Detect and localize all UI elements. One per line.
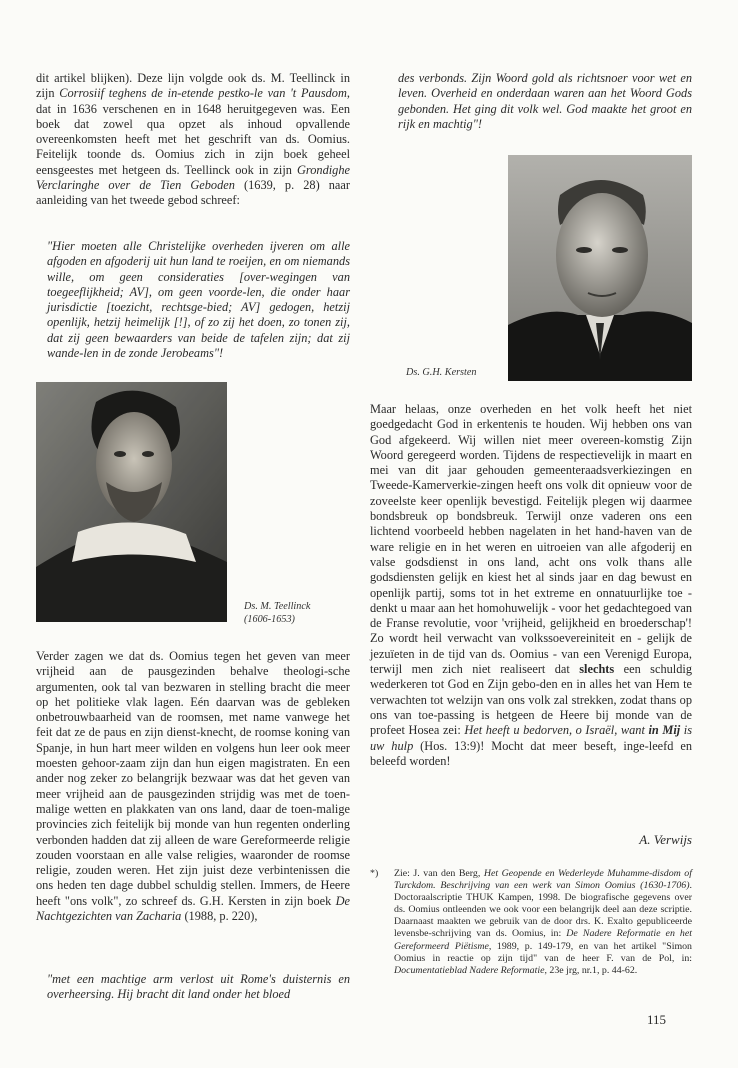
footnote-text: Zie: J. van den Berg, Het Geopende en Wederleyde Muhamme-disdom of Turckdom. Beschrijving van een werk van Simon Oomius (1630-1706). Doctoraalscriptie THUK Kampen, 1998. De biografische gegevens over ds. Oomius ontleenden we ook voor een belangrijk deel aan deze scriptie. Daarnaast maakten we gebruik van de door drs. K. Exalto gepubliceerde levensbe-schrijving van ds. Oomius, in: De Nadere Reformatie en het Gereformeerd Piëtisme, 1989, p. 149-179, en van het artikel "Simon Oomius in reactie op zijn tijd" van de heer F. van de Pol, in: Documentatieblad Nadere Reformatie, 23e jrg, nr.1, p. 44-62.	[394, 868, 692, 976]
caption-kersten: Ds. G.H. Kersten	[406, 367, 477, 378]
author-signature: A. Verwijs	[639, 832, 692, 847]
portrait-teellinck	[36, 382, 227, 622]
quote-teellinck: "Hier moeten alle Christelijke overheden ijveren om alle afgoden en afgoderij uit hun land te roeijen, en om niemands wille, om geen consideraties [over-wegingen van toegeeflijkheid; AV], om geen voorde-len, die onder haar jurisdictie [toezicht, rechtsge-bied; AV] gedogen, hetzij openlijk, hetzij heimelijk [!], of zo zij het doen, zo tonen zij, dat zij geen bewaarders van beide de tafelen zijn; dat zij wande-len in de zonde Jerobeams"!	[47, 239, 350, 361]
paragraph-verwijs: Maar helaas, onze overheden en het volk heeft het niet goedgedacht God in erkentenis te houden. Wij hebben ons van God afgekeerd. Wij willen niet meer overeen-komstig Zijn Woord geregeerd worden. Tijdens de respectievelijk in maart en mei van dit jaar gehouden gemeenteraadsverkiezingen en Tweede-Kamerverkie-zingen heeft ons volk dit opnieuw voor de zoveelste keer openlijk bevestigd. Feitelijk plegen wij daarmee bondsbreuk op bondsbreuk. Terwijl onze vaderen ons een lichtend voorbeeld hebben nagelaten in het hand-haven van de ware religie en in het weren en uitroeien van alle afgoderij en valse godsdienst in ons land, acht ons volk thans alle godsdiensten gelijk en kiest het al sinds jaar en dag bewust en openlijk partij, soms tot in het extreme en onnatuurlijke toe - denkt u maar aan het homohuwelijk - voor het gedachtegoed van de Franse revolutie, voor 'vrijheid, gelijkheid en broederschap'! Zo wordt heil verwacht van volkssoevereiniteit en - gelijk de jezuïeten in de tijd van ds. Oomius - van een Verenigd Europa, terwijl men zich niet realiseert dat slechts een schuldig wederkeren tot God en Zijn gebo-den en in alles het van Hem te verwachten tot welzijn van ons volk zal strekken, zodat thans op ons van toe-passing is hetgeen de Heere bij monde van de profeet Hosea zei: Het heeft u bedorven, o Israël, want in Mij is uw hulp (Hos. 13:9)! Mocht dat meer beseft, inge-leefd en beleefd worden!	[370, 402, 692, 768]
caption-teellinck-years: (1606-1653)	[244, 614, 295, 625]
portrait-kersten	[508, 155, 692, 381]
caption-teellinck-name: Ds. M. Teellinck	[244, 601, 311, 612]
quote-kersten-continued: des verbonds. Zijn Woord gold als richtsnoer voor wet en leven. Overheid en onderdaan waren aan het Woord Gods gebonden. Het ging dit volk wel. God maakte het groot en rijk en machtig"!	[398, 71, 692, 131]
paragraph-oomius: Verder zagen we dat ds. Oomius tegen het geven van meer vrijheid aan de pausgezinden behalve theologi-sche argumenten, ook tal van bezwaren in stelling bracht die meer op het politieke vlak lagen. Eén daarvan was de gebleken onbetrouwbaarheid van de roomsen, met name vanwege het feit dat ze de paus en zijn dienst-knecht, de roomse koning van Spanje, in hun hart meer wilden en volgens hun leer ook meer moesten gehoor-zaam zijn dan hun eigen magistraten. En een ander nog zeker zo belangrijk bezwaar was dat het geven van meer vrijheid aan de pausgezinden strijdig was met de toen-malige wetten en plakkaten van ons land, daar de toen-malige provincies zich feitelijk bij monde van hun regenten onderling verbonden hadden dat zij alleen de ware Gereformeerde religie zouden voorstaan en alle valse religies, waaronder de roomse religie, zouden weren. Het zijn juist deze verbintenissen die ons heden ten dage dubbel schuldig stellen. Immers, de Heere heeft "ons volk", zo schreef ds. G.H. Kersten in zijn boek De Nachtgezichten van Zacharia (1988, p. 220),	[36, 649, 350, 924]
quote-kersten-start: "met een machtige arm verlost uit Rome's duisternis en overheersing. Hij bracht dit land onder het bloed	[47, 972, 350, 1002]
paragraph-teellinck: dit artikel blijken). Deze lijn volgde ook ds. M. Teellinck in zijn Corrosiif teghens de in-etende pestko-le van 't Pausdom, dat in 1636 verschenen en in 1648 heruitgegeven was. Een boek dat zowel qua opzet als inhoud opvallende overeenkomsten heeft met het geschrift van ds. Oomius. Feitelijk toonde ds. Oomius zich in zijn boek geheel eensgeestes met hetgeen ds. Teellinck ook in zijn Grondighe Verclaringhe over de Tien Geboden (1639, p. 28) naar aanleiding van het tweede gebod schreef:	[36, 71, 350, 208]
footnote	[370, 868, 692, 977]
caption-teellinck	[244, 600, 350, 626]
page-number: 115	[647, 1012, 667, 1027]
footnote-marker: *)	[370, 868, 379, 879]
